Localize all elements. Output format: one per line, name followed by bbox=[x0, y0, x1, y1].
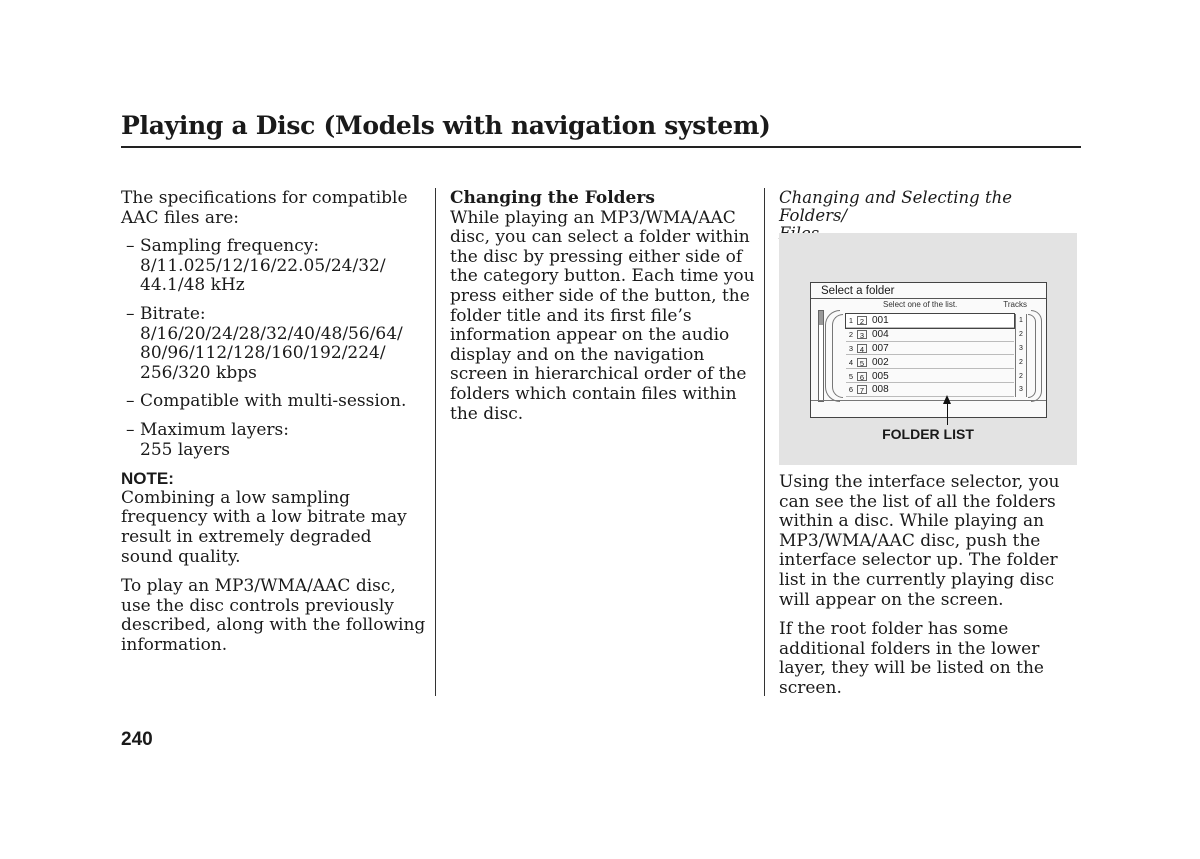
folder-row[interactable] bbox=[846, 342, 1014, 356]
column-2 bbox=[450, 189, 755, 424]
paragraph-interface-selector: Using the interface selector, you can see the list of all the folders within a disc. While playing an MP3/WMA/AAC disc, push the interface selector up. The folder list in the currently playing disc will appear on the screen. bbox=[779, 472, 1060, 610]
spec-dash: – bbox=[126, 419, 135, 440]
figure-label: FOLDER LIST bbox=[882, 426, 974, 442]
folder-number-box: 7 bbox=[857, 385, 867, 394]
track-count: 2 bbox=[1015, 355, 1027, 369]
screen-subtitle: Select one of the list. bbox=[883, 300, 958, 309]
paragraph-root-folder: If the root folder has some additional folders in the lower layer, they will be listed on the screen. bbox=[779, 619, 1044, 698]
folder-row[interactable] bbox=[846, 328, 1014, 342]
folder-name: 008 bbox=[872, 384, 889, 396]
track-count: 3 bbox=[1015, 342, 1027, 356]
folder-list bbox=[846, 314, 1014, 397]
note-label: NOTE: bbox=[121, 469, 174, 489]
spec-dash: – bbox=[126, 391, 135, 412]
right-arc-inner bbox=[1028, 314, 1036, 398]
folder-number-box: 3 bbox=[857, 330, 867, 339]
spec-multi-session bbox=[126, 392, 426, 412]
navigation-screen bbox=[810, 282, 1047, 418]
closing-paragraph: To play an MP3/WMA/AAC disc, use the disc controls previously described, along with the following information. bbox=[121, 576, 426, 655]
folder-number-box: 6 bbox=[857, 372, 867, 381]
folder-row[interactable] bbox=[846, 355, 1014, 369]
scrollbar[interactable] bbox=[818, 310, 824, 402]
row-index: 1 bbox=[848, 316, 854, 326]
folder-name: 004 bbox=[872, 329, 889, 341]
spec-text: Maximum layers: 255 layers bbox=[140, 419, 289, 460]
spec-text: Bitrate: 8/16/20/24/28/32/40/48/56/64/ 80/96/112/128/160/192/224/ 256/320 kbps bbox=[140, 303, 403, 383]
spec-max-layers bbox=[126, 421, 426, 460]
folder-name: 001 bbox=[872, 315, 889, 327]
column-divider-right bbox=[764, 188, 765, 696]
row-index: 2 bbox=[848, 330, 854, 340]
section-heading: Changing the Folders bbox=[450, 188, 655, 208]
scroll-thumb[interactable] bbox=[819, 311, 823, 325]
row-index: 6 bbox=[848, 385, 854, 395]
folder-row[interactable] bbox=[846, 369, 1014, 383]
arrow-line bbox=[947, 399, 948, 425]
track-count: 3 bbox=[1015, 383, 1027, 397]
folder-number-box: 4 bbox=[857, 344, 867, 353]
folder-number-box: 2 bbox=[857, 316, 867, 325]
spec-text: Sampling frequency: 8/11.025/12/16/22.05/24/32/ 44.1/48 kHz bbox=[140, 236, 386, 296]
spec-sampling-frequency bbox=[126, 237, 426, 296]
column-divider-left bbox=[435, 188, 436, 696]
folder-list-figure bbox=[779, 233, 1077, 465]
track-count: 2 bbox=[1015, 369, 1027, 383]
section-body: While playing an MP3/WMA/AAC disc, you can select a folder within the disc by pressing either side of the category button. Each time you press either side of the button, the folder title and its first file’s information appear on the audio display and on the navigation screen in hierarchical order of the folders which contain files within the disc. bbox=[450, 207, 755, 424]
screen-title: Select a folder bbox=[821, 285, 895, 297]
page-number: 240 bbox=[121, 729, 153, 750]
spec-text: Compatible with multi-session. bbox=[140, 391, 407, 412]
column-3-body bbox=[779, 473, 1081, 699]
screen-divider bbox=[811, 298, 1046, 299]
spec-dash: – bbox=[126, 303, 135, 324]
tracks-header: Tracks bbox=[1003, 300, 1027, 309]
folder-name: 007 bbox=[872, 342, 889, 354]
spec-bitrate bbox=[126, 305, 426, 383]
left-arc-inner bbox=[832, 314, 843, 398]
aac-intro: The specifications for compatible AAC files are: bbox=[121, 188, 408, 228]
spec-dash: – bbox=[126, 236, 135, 257]
folder-name: 002 bbox=[872, 356, 889, 368]
screen-bottom-divider bbox=[811, 400, 1046, 401]
row-index: 4 bbox=[848, 357, 854, 367]
row-index: 3 bbox=[848, 343, 854, 353]
row-index: 5 bbox=[848, 371, 854, 381]
folder-row[interactable] bbox=[846, 314, 1014, 328]
folder-number-box: 5 bbox=[857, 358, 867, 367]
track-count: 2 bbox=[1015, 328, 1027, 342]
title-rule bbox=[121, 146, 1081, 148]
figure-caption: Changing and Selecting the Folders/ bbox=[779, 188, 1012, 225]
tracks-column bbox=[1015, 314, 1027, 397]
column-1 bbox=[121, 189, 426, 655]
page-title: Playing a Disc (Models with navigation system) bbox=[121, 111, 771, 140]
folder-row[interactable] bbox=[846, 383, 1014, 397]
track-count: 1 bbox=[1015, 314, 1027, 328]
folder-name: 005 bbox=[872, 370, 889, 382]
note-text: Combining a low sampling frequency with a low bitrate may result in extremely degraded sound quality. bbox=[121, 487, 407, 567]
